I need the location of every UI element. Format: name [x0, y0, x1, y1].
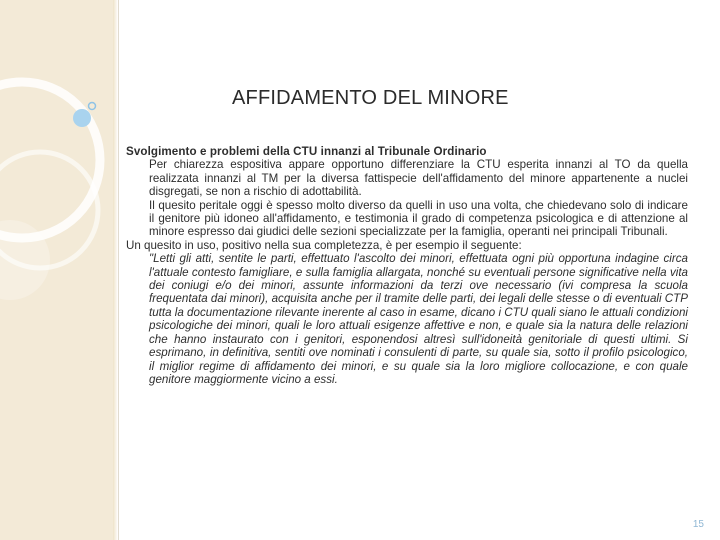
page-number: 15: [692, 519, 704, 530]
quote-text: "Letti gli atti, sentite le parti, effettuato l'ascolto dei minori, effettuata ogni più opportuna indagine circa l'attuale contesto famigliare, e sulla famiglia allargata, nonché su eventuali persone significative nella vita dei coniugi e/o dei minori, assunte informazioni da terzi ove necessario (ivi compresa la scuola frequentata dai minori), acquisita anche per il tramite delle parti, dei legali delle stesse o di eventuali CTP tutta la documentazione rilevante inerente al caso in esame, dicano i CTU quali siano le attuali condizioni psicologiche dei minori, quali le loro attuali esigenze affettive e non, e quale sia la natura delle relazioni che hanno instaurato con i genitori, esponendosi altresì sull'idoneità genitoriale di questi ultimi. Si esprimano, in definitiva, sentiti ove nominati i consulenti di parte, su quale sia, sotto il profilo psicologico, il miglior regime di affidamento dei minori, e su quale sia la loro migliore collocazione, e con quale genitore maggiormente vicino a essi.: [149, 252, 688, 386]
decorative-sidebar: [0, 0, 118, 540]
blue-dot-small: [89, 103, 96, 110]
blue-dot-large: [73, 109, 91, 127]
paragraph-1: Per chiarezza espositiva appare opportuno differenziare la CTU esperita innanzi al TO da quella realizzata innanzi al TM per la diversa fattispecie dell'affidamento del minore appartenente a nuclei disgregati, se non a rischio di adottabilità.: [149, 158, 688, 199]
paragraph-2: Il quesito peritale oggi è spesso molto diverso da quelli in uso una volta, che chiedevano solo di indicare il genitore più idoneo all'affidamento, e testimonia il grado di competenza psicologica e di attenzione al minore espresso dai giudici delle sezioni specializzate per la famiglia, operanti nei principali Tribunali.: [149, 198, 688, 239]
quote-intro: Un quesito in uso, positivo nella sua completezza, è per esempio il seguente:: [126, 238, 522, 252]
circles-decoration: [0, 0, 118, 540]
slide-content: [126, 145, 688, 386]
slide-title: AFFIDAMENTO DEL MINORE: [232, 87, 509, 109]
section-heading: Svolgimento e problemi della CTU innanzi al Tribunale Ordinario: [126, 145, 487, 158]
